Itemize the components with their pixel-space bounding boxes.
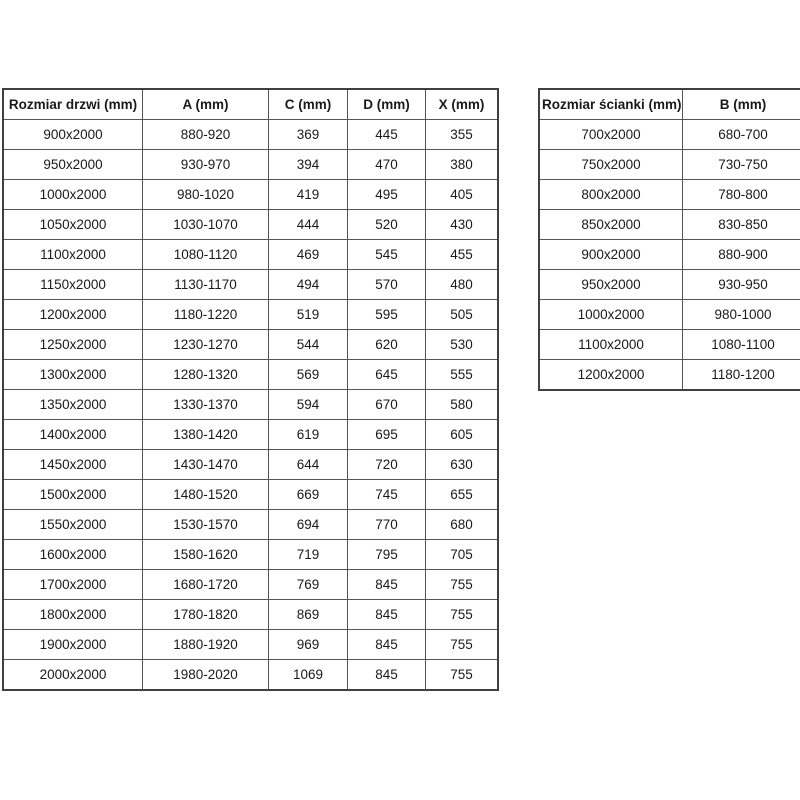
table-row: [3, 270, 498, 300]
table-cell: 1280-1320: [143, 360, 269, 390]
column-header: Rozmiar ścianki (mm): [539, 89, 683, 120]
table-cell: 580: [426, 390, 499, 420]
table-cell: 869: [269, 600, 348, 630]
table-cell: 930-970: [143, 150, 269, 180]
table-cell: 505: [426, 300, 499, 330]
column-header: Rozmiar drzwi (mm): [3, 89, 143, 120]
table-cell: 1200x2000: [3, 300, 143, 330]
table-cell: 1880-1920: [143, 630, 269, 660]
table-cell: 800x2000: [539, 180, 683, 210]
table-row: [3, 600, 498, 630]
table-cell: 969: [269, 630, 348, 660]
table-cell: 755: [426, 660, 499, 691]
table-cell: 644: [269, 450, 348, 480]
table-cell: 950x2000: [3, 150, 143, 180]
table-cell: 1380-1420: [143, 420, 269, 450]
table-cell: 1100x2000: [3, 240, 143, 270]
table-cell: 569: [269, 360, 348, 390]
table-cell: 980-1000: [683, 300, 800, 330]
header-row: [539, 89, 800, 120]
table-row: [3, 540, 498, 570]
table-row: [539, 300, 800, 330]
table-cell: 720: [348, 450, 426, 480]
table-cell: 645: [348, 360, 426, 390]
table-row: [3, 300, 498, 330]
table-cell: 1580-1620: [143, 540, 269, 570]
table-cell: 520: [348, 210, 426, 240]
table-row: [3, 330, 498, 360]
table-row: [3, 420, 498, 450]
table-cell: 630: [426, 450, 499, 480]
column-header: X (mm): [426, 89, 499, 120]
table-cell: 495: [348, 180, 426, 210]
table-cell: 405: [426, 180, 499, 210]
table-cell: 670: [348, 390, 426, 420]
table-row: [539, 240, 800, 270]
table-cell: 369: [269, 120, 348, 150]
table-row: [539, 270, 800, 300]
table-cell: 705: [426, 540, 499, 570]
header-row: [3, 89, 498, 120]
table-cell: 1150x2000: [3, 270, 143, 300]
table-row: [539, 210, 800, 240]
table-cell: 730-750: [683, 150, 800, 180]
table-row: [3, 570, 498, 600]
table-row: [3, 360, 498, 390]
table-cell: 570: [348, 270, 426, 300]
table-cell: 1000x2000: [539, 300, 683, 330]
table-cell: 1530-1570: [143, 510, 269, 540]
table-cell: 845: [348, 660, 426, 691]
table-cell: 780-800: [683, 180, 800, 210]
table-cell: 755: [426, 630, 499, 660]
column-header: D (mm): [348, 89, 426, 120]
table-cell: 1800x2000: [3, 600, 143, 630]
table-row: [3, 210, 498, 240]
table-cell: 394: [269, 150, 348, 180]
table-cell: 655: [426, 480, 499, 510]
table-cell: 1130-1170: [143, 270, 269, 300]
table-cell: 1450x2000: [3, 450, 143, 480]
table-row: [3, 480, 498, 510]
table-cell: 745: [348, 480, 426, 510]
table-row: [3, 180, 498, 210]
table-cell: 845: [348, 630, 426, 660]
table-cell: 850x2000: [539, 210, 683, 240]
table-cell: 620: [348, 330, 426, 360]
table-cell: 1180-1200: [683, 360, 800, 391]
door-size-table: [2, 88, 499, 691]
table-cell: 380: [426, 150, 499, 180]
table-cell: 1069: [269, 660, 348, 691]
table-cell: 544: [269, 330, 348, 360]
table-cell: 619: [269, 420, 348, 450]
table-cell: 445: [348, 120, 426, 150]
table-cell: 1550x2000: [3, 510, 143, 540]
table-row: [539, 360, 800, 391]
table-cell: 1330-1370: [143, 390, 269, 420]
table-cell: 1680-1720: [143, 570, 269, 600]
table-cell: 1500x2000: [3, 480, 143, 510]
table-row: [3, 120, 498, 150]
table-cell: 950x2000: [539, 270, 683, 300]
table-row: [539, 120, 800, 150]
table-cell: 1080-1100: [683, 330, 800, 360]
table-cell: 1200x2000: [539, 360, 683, 391]
table-cell: 695: [348, 420, 426, 450]
table-cell: 605: [426, 420, 499, 450]
table-cell: 469: [269, 240, 348, 270]
wall-size-table: [538, 88, 800, 391]
table-cell: 1700x2000: [3, 570, 143, 600]
table-cell: 880-900: [683, 240, 800, 270]
table-cell: 1100x2000: [539, 330, 683, 360]
table-cell: 1430-1470: [143, 450, 269, 480]
table-cell: 494: [269, 270, 348, 300]
table-row: [3, 660, 498, 691]
table-cell: 355: [426, 120, 499, 150]
table-cell: 845: [348, 600, 426, 630]
table-cell: 430: [426, 210, 499, 240]
table-cell: 1480-1520: [143, 480, 269, 510]
table-cell: 980-1020: [143, 180, 269, 210]
table-cell: 1030-1070: [143, 210, 269, 240]
column-header: B (mm): [683, 89, 800, 120]
table-cell: 669: [269, 480, 348, 510]
table-row: [3, 390, 498, 420]
table-cell: 719: [269, 540, 348, 570]
table-cell: 1600x2000: [3, 540, 143, 570]
table-row: [539, 180, 800, 210]
table-cell: 1400x2000: [3, 420, 143, 450]
table-cell: 2000x2000: [3, 660, 143, 691]
table-cell: 680: [426, 510, 499, 540]
table-row: [3, 630, 498, 660]
table-cell: 1300x2000: [3, 360, 143, 390]
column-header: C (mm): [269, 89, 348, 120]
table-cell: 1050x2000: [3, 210, 143, 240]
table-cell: 1780-1820: [143, 600, 269, 630]
table-cell: 755: [426, 600, 499, 630]
table-row: [3, 150, 498, 180]
table-cell: 930-950: [683, 270, 800, 300]
table-cell: 455: [426, 240, 499, 270]
table-row: [3, 510, 498, 540]
table-cell: 595: [348, 300, 426, 330]
table-cell: 900x2000: [539, 240, 683, 270]
table-row: [539, 150, 800, 180]
table-cell: 1080-1120: [143, 240, 269, 270]
table-cell: 795: [348, 540, 426, 570]
table-row: [3, 240, 498, 270]
table-cell: 519: [269, 300, 348, 330]
table-cell: 480: [426, 270, 499, 300]
table-cell: 880-920: [143, 120, 269, 150]
table-cell: 769: [269, 570, 348, 600]
table-cell: 545: [348, 240, 426, 270]
table-cell: 755: [426, 570, 499, 600]
table-cell: 1000x2000: [3, 180, 143, 210]
table-cell: 594: [269, 390, 348, 420]
table-cell: 694: [269, 510, 348, 540]
column-header: A (mm): [143, 89, 269, 120]
table-cell: 444: [269, 210, 348, 240]
table-cell: 1180-1220: [143, 300, 269, 330]
table-row: [3, 450, 498, 480]
table-cell: 750x2000: [539, 150, 683, 180]
table-cell: 680-700: [683, 120, 800, 150]
table-row: [539, 330, 800, 360]
table-cell: 530: [426, 330, 499, 360]
table-cell: 845: [348, 570, 426, 600]
table-cell: 1250x2000: [3, 330, 143, 360]
table-cell: 470: [348, 150, 426, 180]
table-cell: 555: [426, 360, 499, 390]
table-cell: 1230-1270: [143, 330, 269, 360]
table-cell: 1350x2000: [3, 390, 143, 420]
table-cell: 1980-2020: [143, 660, 269, 691]
table-cell: 770: [348, 510, 426, 540]
table-cell: 1900x2000: [3, 630, 143, 660]
table-cell: 419: [269, 180, 348, 210]
table-cell: 900x2000: [3, 120, 143, 150]
table-cell: 830-850: [683, 210, 800, 240]
table-cell: 700x2000: [539, 120, 683, 150]
